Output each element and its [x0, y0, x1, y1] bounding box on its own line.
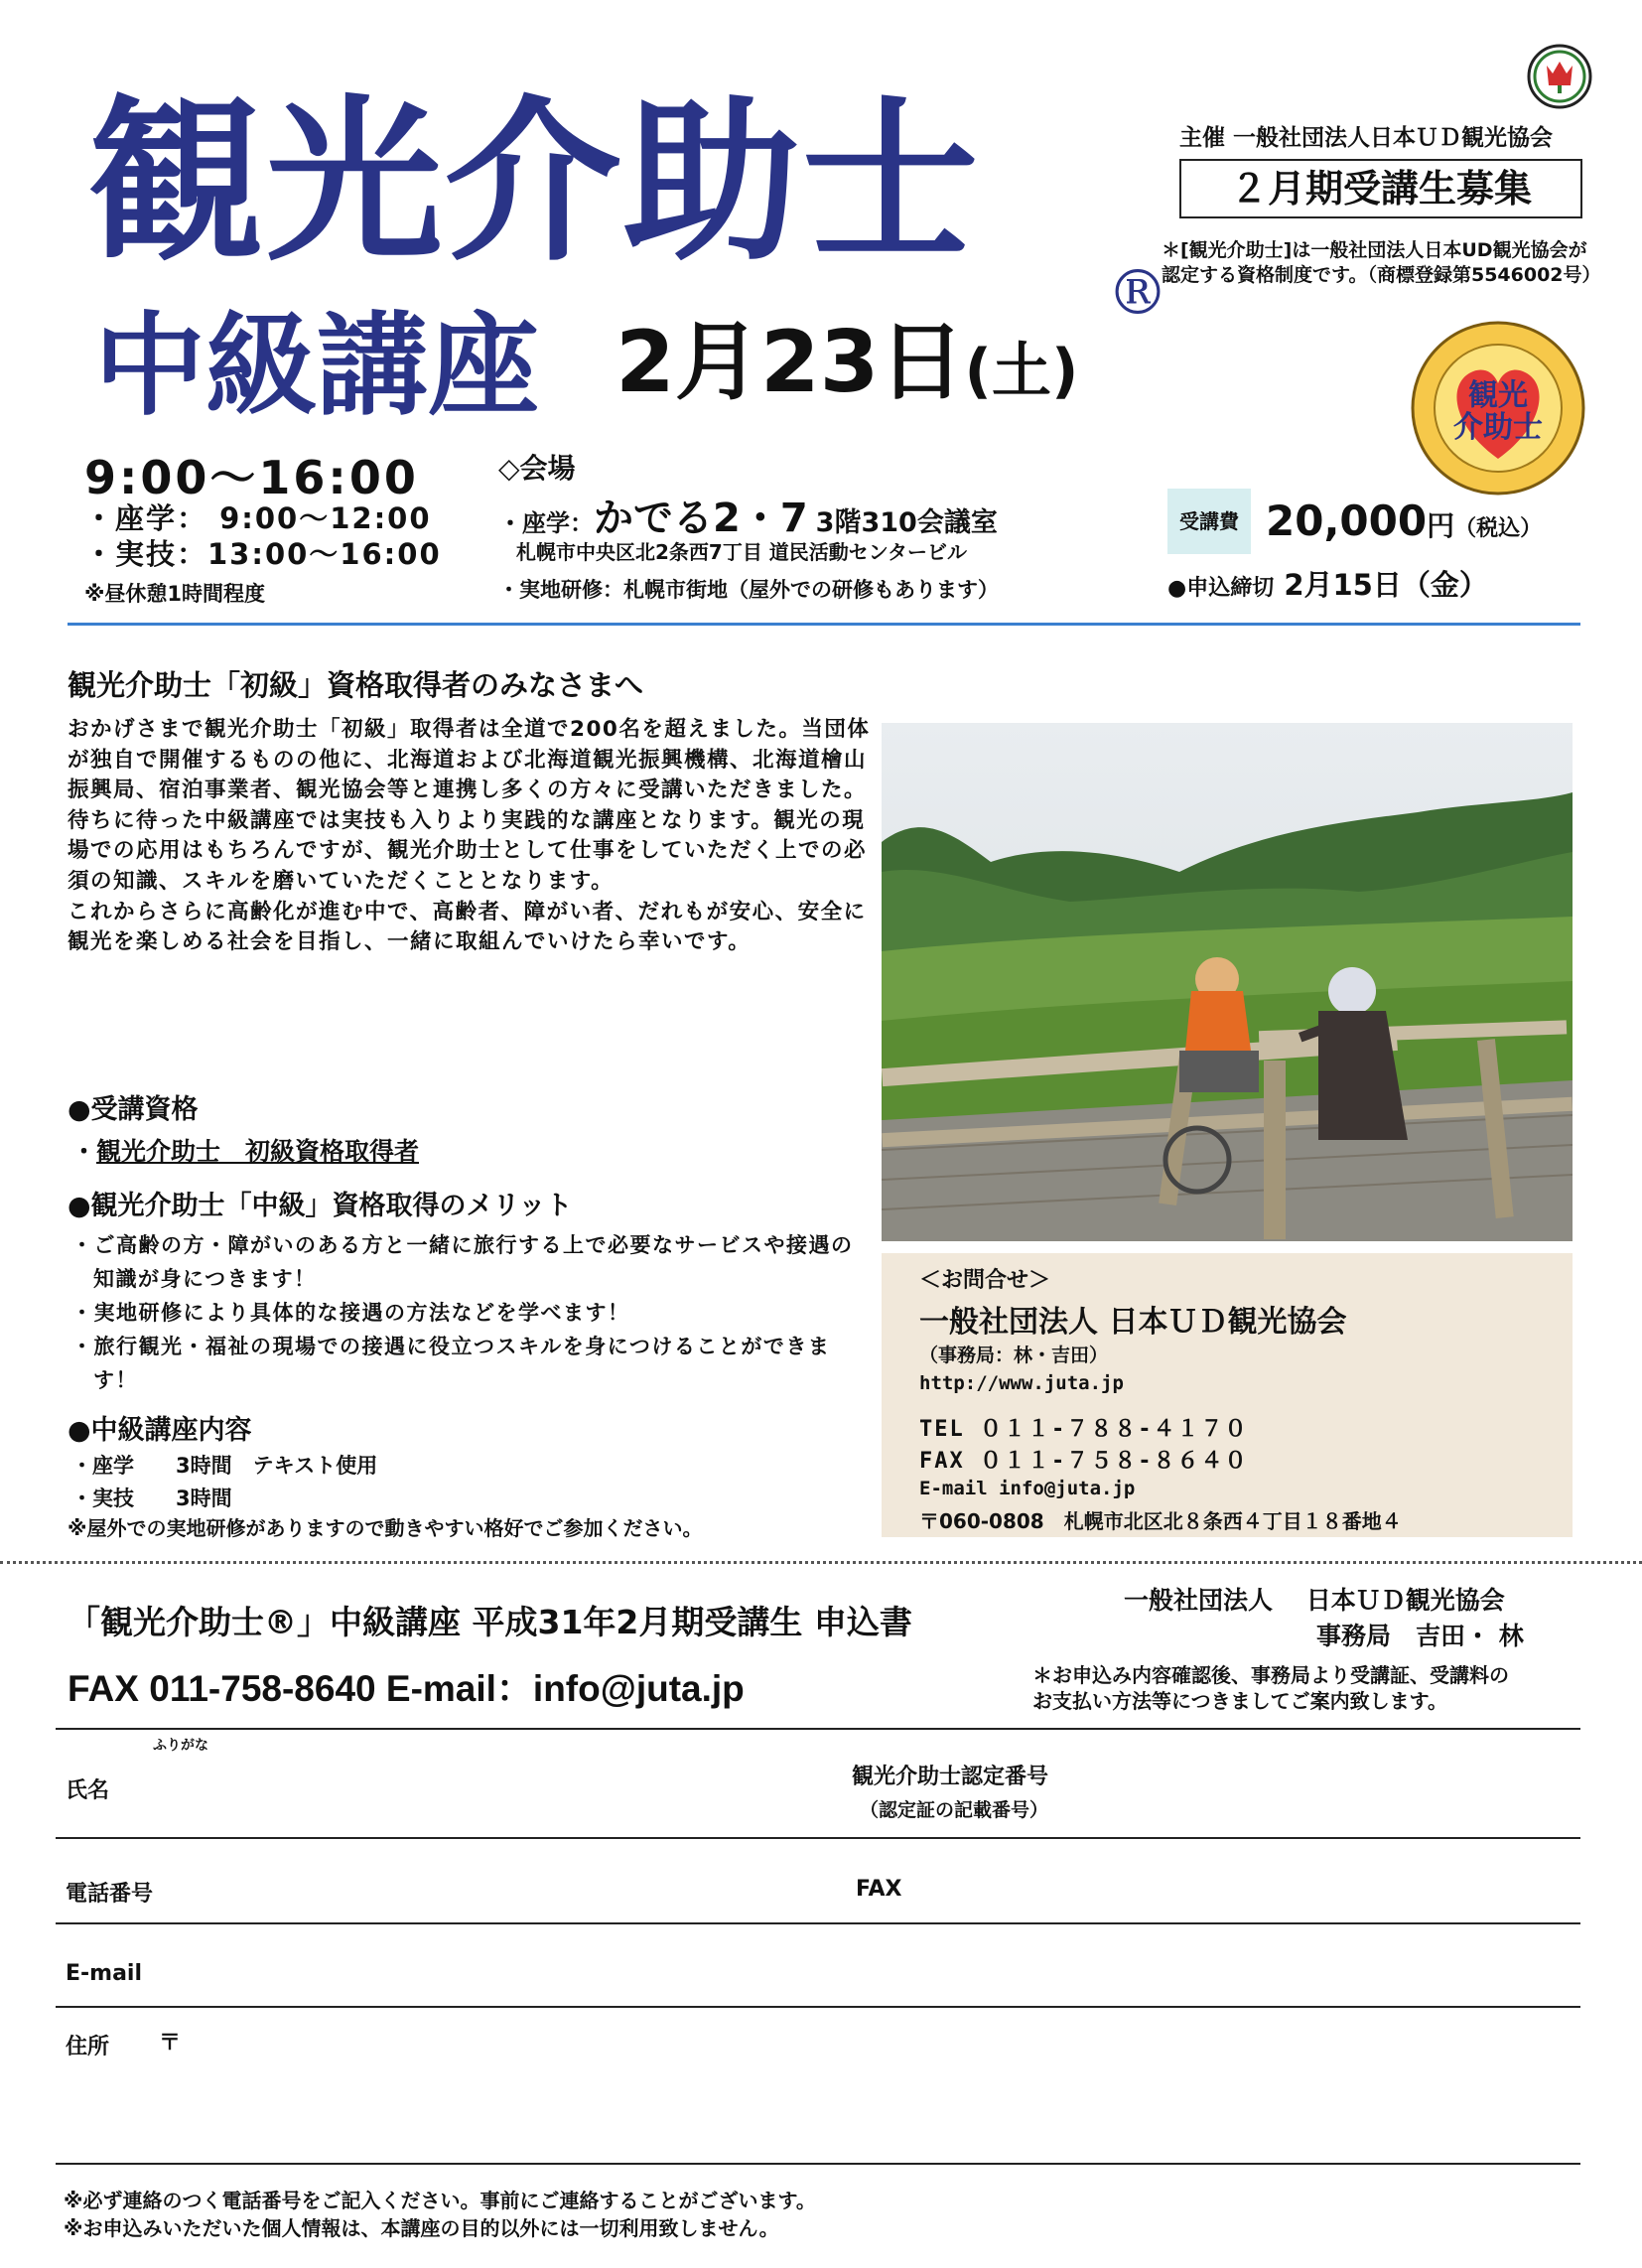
contact-address: 〒060-0808 札幌市北区北８条西４丁目１８番地４	[919, 1509, 1402, 1533]
fee-unit: 円	[1427, 509, 1455, 542]
venue-lecture-room: 3階310会議室	[815, 507, 998, 538]
seal-text-bottom: 介助士	[1453, 410, 1543, 445]
registered-mark: ®	[1107, 256, 1168, 329]
eligibility-text: 観光介助士 初級資格取得者	[96, 1137, 420, 1166]
cert-number-label: 観光介助士認定番号	[852, 1765, 1049, 1789]
contact-heading: ＜お問合せ＞	[919, 1268, 1051, 1293]
practice-time: ・実技：13:00〜16:00	[84, 537, 442, 571]
form-rule	[56, 1922, 1580, 1924]
venue-heading: ◇会場	[498, 452, 576, 485]
association-logo-icon	[1527, 44, 1592, 109]
cut-line	[0, 1561, 1642, 1564]
event-date-main: 2月23日	[616, 313, 965, 412]
form-rule	[56, 2006, 1580, 2008]
eligibility-item	[71, 1132, 419, 1168]
form-office: 事務局 吉田・ 林	[1316, 1622, 1524, 1650]
host-organizer: 主催 一般社団法人日本ＵＤ観光協会	[1179, 125, 1554, 151]
eligibility-heading: ●受講資格	[68, 1094, 199, 1125]
intro-heading: 観光介助士「初級」資格取得者のみなさまへ	[68, 668, 644, 702]
footer-note: ※必ず連絡のつく電話番号をご記入ください。事前にご連絡することがございます。	[64, 2189, 816, 2212]
postal-mark: 〒	[159, 2031, 182, 2055]
form-rule	[56, 1728, 1580, 1730]
list-item: ・座学 3時間 テキスト使用	[71, 1454, 378, 1478]
form-rule	[56, 2163, 1580, 2165]
event-date-day: (土)	[964, 337, 1079, 406]
list-item: ・ご高齢の方・障がいのある方と一緒に旅行する上で必要なサービスや接遇の知識が身につきます！	[71, 1233, 854, 1291]
event-date	[616, 313, 1079, 412]
form-note-line: お支払い方法等につきましてご案内致します。	[1032, 1689, 1447, 1713]
contact-staff: （事務局：林・吉田）	[919, 1345, 1109, 1366]
venue-field-training: ・実地研修：札幌市街地（屋外での研修もあります）	[498, 578, 999, 602]
form-title: 「観光介助士®」中級講座 平成31年2月期受講生 申込書	[68, 1603, 912, 1641]
furigana-label: ふりがな	[153, 1738, 208, 1754]
intro-body: おかげさまで観光介助士「初級」取得者は全道で200名を超えました。当団体が独自で開催するものの他に、北海道および北海道観光振興機構、北海道檜山振興局、宿泊事業者、観光協会等と連携し多くの方々に受講いただきました。 待ちに待った中級講座では実技も入りより実践的な講座となります。観光の現場での応用はもちろんですが、観光介助士として仕事をしていただく上での必須の知識、スキルを磨いていただくこととなります。 これからさらに高齢化が進む中で、高齢者、障がい者、だれもが安心、安全に観光を楽しめる社会を目指し、一緒に取組んでいけたら幸いです。	[68, 717, 871, 955]
list-item: ・実技 3時間	[71, 1487, 232, 1510]
fax-label: FAX	[856, 1877, 902, 1902]
break-note: ※昼休憩1時間程度	[84, 582, 266, 606]
venue-lecture-place: かでる2・7	[594, 496, 808, 541]
form-note	[1032, 1662, 1509, 1714]
lecture-time: ・座学： 9:00〜12:00	[84, 501, 432, 535]
venue-lecture	[498, 487, 998, 543]
address-label: 住所	[66, 2035, 110, 2059]
contact-email[interactable]: E-mail info@juta.jp	[919, 1478, 1136, 1499]
name-label: 氏名	[66, 1778, 110, 1803]
form-fax-email: FAX 011-758-8640 E-mail：info@juta.jp	[68, 1668, 745, 1709]
list-item: ・旅行観光・福祉の現場での接遇に役立つスキルを身につけることができます！	[71, 1335, 831, 1392]
fee-amount-value: 20,000	[1266, 496, 1428, 545]
eligibility-bullet: ・	[71, 1137, 97, 1166]
form-organization: 一般社団法人 日本ＵＤ観光協会	[1124, 1586, 1505, 1615]
form-rule	[56, 1837, 1580, 1839]
deadline-date: 2月15日（金）	[1284, 568, 1488, 602]
merits-list	[71, 1228, 856, 1397]
venue-address: 札幌市中央区北2条西7丁目 道民活動センタービル	[516, 540, 967, 564]
contact-url[interactable]: http://www.juta.jp	[919, 1372, 1124, 1394]
trademark-note: ＊[観光介助士]は一般社団法人日本UD観光協会が認定する資格制度です。（商標登録第5546002号）	[1162, 239, 1601, 286]
seal-text-top: 観光	[1468, 378, 1528, 413]
email-label: E-mail	[66, 1961, 143, 1986]
page-title: 観光介助士	[87, 79, 981, 285]
deadline	[1167, 563, 1488, 604]
contact-organization: 一般社団法人 日本ＵＤ観光協会	[919, 1305, 1347, 1340]
contact-box	[882, 1253, 1573, 1537]
venue-lecture-label: ・座学：	[498, 509, 594, 537]
cert-number-sub: （認定証の記載番号）	[860, 1799, 1049, 1821]
wheelchair-tour-photo	[882, 723, 1573, 1241]
phone-label: 電話番号	[66, 1882, 154, 1907]
certification-seal-icon	[1410, 320, 1586, 496]
contact-tel: TEL ０１１-７８８-４１７０	[919, 1417, 1249, 1442]
merits-heading: ●観光介助士「中級」資格取得のメリット	[68, 1191, 573, 1221]
fee-tax: （税込）	[1454, 516, 1543, 541]
event-time: 9:00〜16:00	[84, 451, 419, 504]
contact-fax: FAX ０１１-７５８-８６４０	[919, 1449, 1249, 1474]
fee-label: 受講費	[1167, 489, 1251, 554]
contents-heading: ●中級講座内容	[68, 1415, 252, 1446]
outdoor-note: ※屋外での実地研修がありますので動きやすい格好でご参加ください。	[68, 1516, 703, 1540]
recruit-banner: ２月期受講生募集	[1179, 159, 1582, 218]
list-item: ・実地研修により具体的な接遇の方法などを学べます！	[71, 1301, 630, 1325]
form-note-line: ＊お申込み内容確認後、事務局より受講証、受講料の	[1032, 1663, 1509, 1687]
header-divider	[68, 623, 1580, 626]
deadline-label: ●申込締切	[1167, 576, 1275, 601]
footer-note: ※お申込みいただいた個人情報は、本講座の目的以外には一切利用致しません。	[64, 2216, 779, 2240]
fee-amount	[1266, 496, 1542, 545]
page-subtitle: 中級講座	[94, 302, 539, 431]
